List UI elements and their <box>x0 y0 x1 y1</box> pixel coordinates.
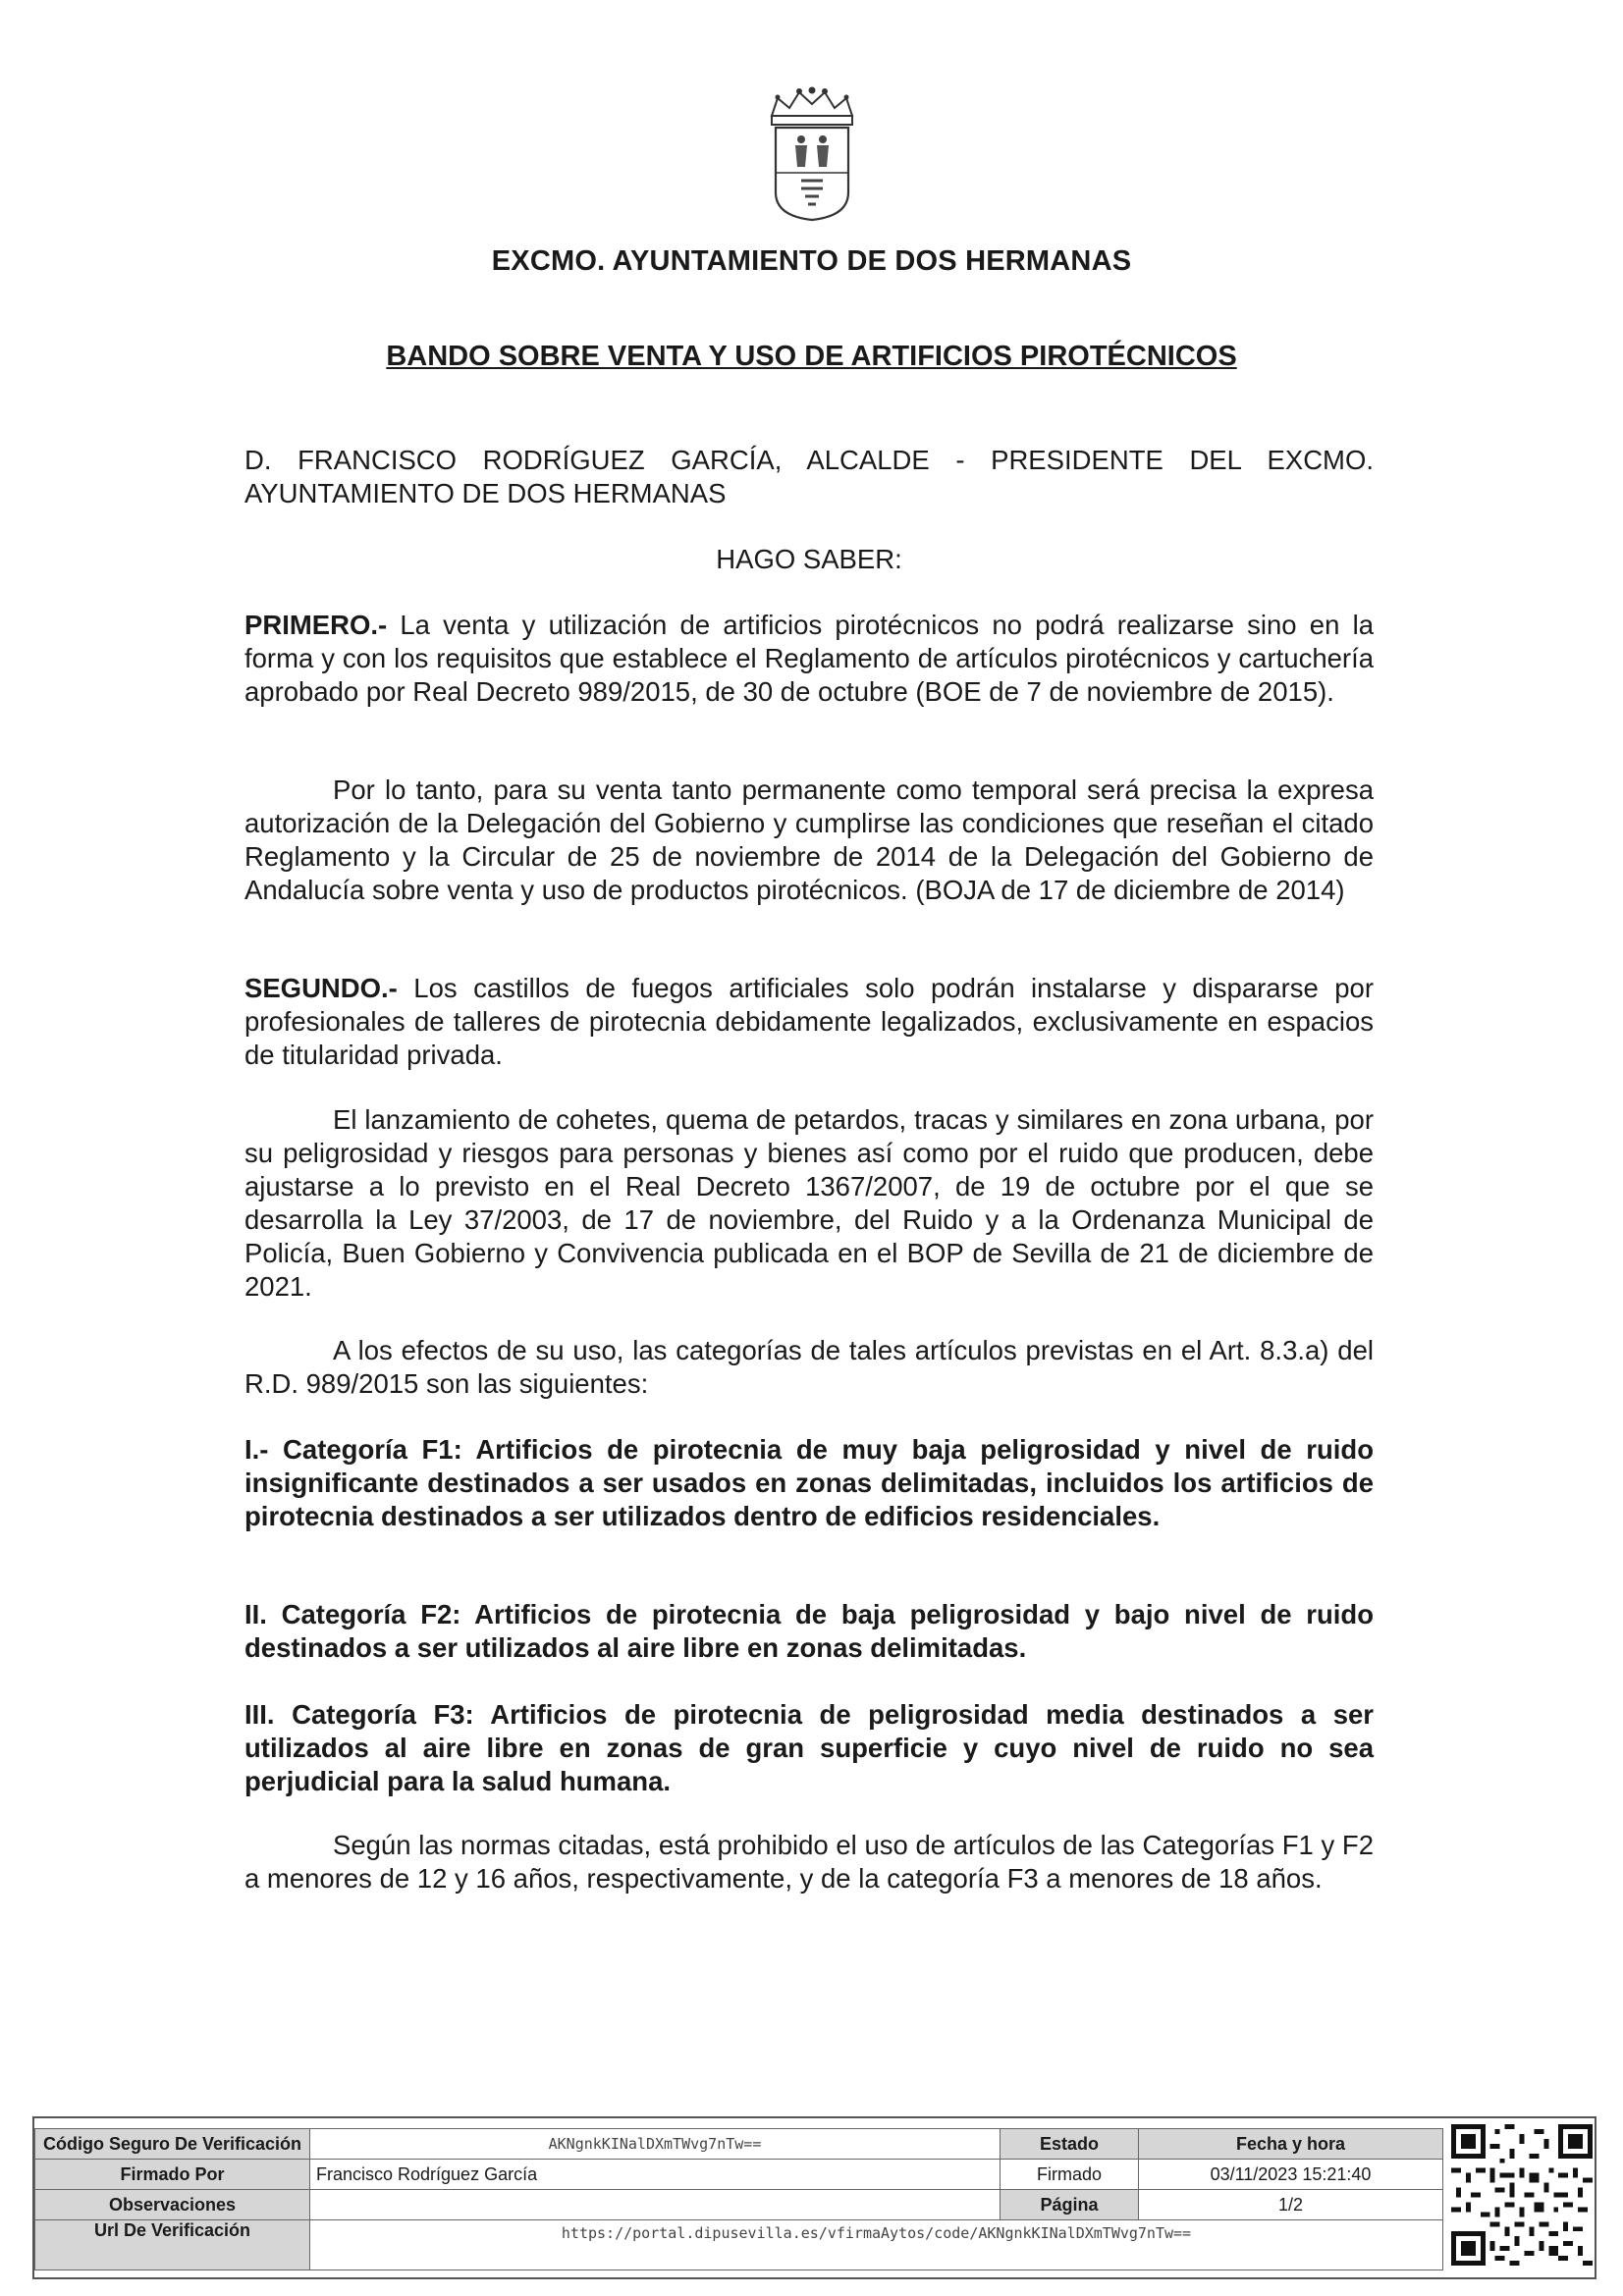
category-f3 <box>244 1698 1374 1798</box>
efectos-text: A los efectos de su uso, las categorías de tales artículos previstas en el Art. 8.3.a) del R.D. 989/2015 son las siguientes: <box>244 1335 1374 1399</box>
por-lo-tanto-text: Por lo tanto, para su venta tanto permanente como temporal será precisa la expresa autorización de la Delegación del Gobierno y cumplirse las condiciones que reseñan el citado Reglamento y la Circular de 25 de noviembre de 2014 de la Delegación del Gobierno de Andalucía sobre venta y uso de productos pirotécnicos. (BOJA de 17 de diciembre de 2014) <box>244 774 1374 905</box>
signature-table <box>34 2128 1443 2270</box>
institution-heading: EXCMO. AYUNTAMIENTO DE DOS HERMANAS <box>491 245 1132 277</box>
hago-saber-text: HAGO SABER: <box>716 544 902 574</box>
segun-text: Según las normas citadas, está prohibido el uso de artículos de las Categorías F1 y F2 a menores de 12 y 16 años, respectivamente, y de la categoría F3 a menores de 18 años. <box>244 1830 1374 1894</box>
firmado-label: Firmado Por <box>35 2160 310 2190</box>
intro-paragraph <box>244 444 1374 510</box>
segun-paragraph <box>244 1829 1374 1896</box>
primero-text: La venta y utilización de artificios pirotécnicos no podrá realizarse sino en la forma y con los requisitos que establece el Reglamento de artículos pirotécnicos y cartuchería aprobado por Real Decreto 989/2015, de 30 de octubre (BOE de 7 de noviembre de 2015). <box>244 610 1374 707</box>
category-f2 <box>244 1598 1374 1665</box>
category-f1 <box>244 1433 1374 1533</box>
primero-paragraph <box>244 609 1374 709</box>
efectos-paragraph <box>244 1334 1374 1401</box>
codigo-label: Código Seguro De Verificación <box>35 2129 310 2160</box>
observaciones-label: Observaciones <box>35 2190 310 2220</box>
estado-value: Firmado <box>1001 2160 1139 2190</box>
hago-saber <box>244 543 1374 576</box>
fecha-value: 03/11/2023 15:21:40 <box>1139 2160 1443 2190</box>
coat-of-arms-icon <box>764 86 860 222</box>
url-label: Url De Verificación <box>35 2220 310 2270</box>
signature-block <box>32 2116 1596 2279</box>
segundo-label: SEGUNDO.- <box>244 973 398 1003</box>
primero-label: PRIMERO.- <box>244 610 388 640</box>
segundo-paragraph <box>244 972 1374 1072</box>
estado-label: Estado <box>1001 2129 1139 2160</box>
lanzamiento-text: El lanzamiento de cohetes, quema de petardos, tracas y similares en zona urbana, por su peligrosidad y riesgos para personas y bienes así como por el ruido que producen, debe ajustarse a lo previsto en el Real Decreto 1367/2007, de 19 de octubre por el que se desarrolla la Ley 37/2003, de 17 de noviembre, del Ruido y a la Ordenanza Municipal de Policía, Buen Gobierno y Convivencia publicada en el BOP de Sevilla de 21 de diciembre de 2021. <box>244 1104 1374 1302</box>
segundo-text: Los castillos de fuegos artificiales solo podrán instalarse y dispararse por profesionales de talleres de pirotecnia debidamente legalizados, exclusivamente en espacios de titularidad privada. <box>244 973 1374 1070</box>
por-lo-tanto-paragraph <box>244 774 1374 907</box>
qr-code-icon <box>1451 2124 1593 2266</box>
pagina-label: Página <box>1001 2190 1139 2220</box>
pagina-value: 1/2 <box>1139 2190 1443 2220</box>
url-value[interactable]: https://portal.dipusevilla.es/vfirmaAytos/code/AKNgnkKINalDXmTWvg7nTw== <box>310 2220 1443 2270</box>
fecha-label: Fecha y hora <box>1139 2129 1443 2160</box>
firmado-value: Francisco Rodríguez García <box>310 2160 1001 2190</box>
observaciones-value <box>310 2190 1001 2220</box>
category-f3-text: III. Categoría F3: Artificios de pirotecnia de peligrosidad media destinados a ser utilizados al aire libre en zonas de gran superficie y cuyo nivel de ruido no sea perjudicial para la salud humana. <box>244 1699 1374 1796</box>
document-title: BANDO SOBRE VENTA Y USO DE ARTIFICIOS PIROTÉCNICOS <box>386 341 1237 372</box>
intro-text: D. FRANCISCO RODRÍGUEZ GARCÍA, ALCALDE - PRESIDENTE DEL EXCMO. AYUNTAMIENTO DE DOS HERMANAS <box>244 445 1374 508</box>
category-f1-text: I.- Categoría F1: Artificios de pirotecnia de muy baja peligrosidad y nivel de ruido insignificante destinados a ser usados en zonas delimitadas, incluidos los artificios de pirotecnia destinados a ser utilizados dentro de edificios residenciales. <box>244 1434 1374 1531</box>
category-f2-text: II. Categoría F2: Artificios de pirotecnia de baja peligrosidad y bajo nivel de ruido destinados a ser utilizados al aire libre en zonas delimitadas. <box>244 1599 1374 1663</box>
codigo-value: AKNgnkKINalDXmTWvg7nTw== <box>310 2129 1001 2160</box>
lanzamiento-paragraph <box>244 1103 1374 1304</box>
